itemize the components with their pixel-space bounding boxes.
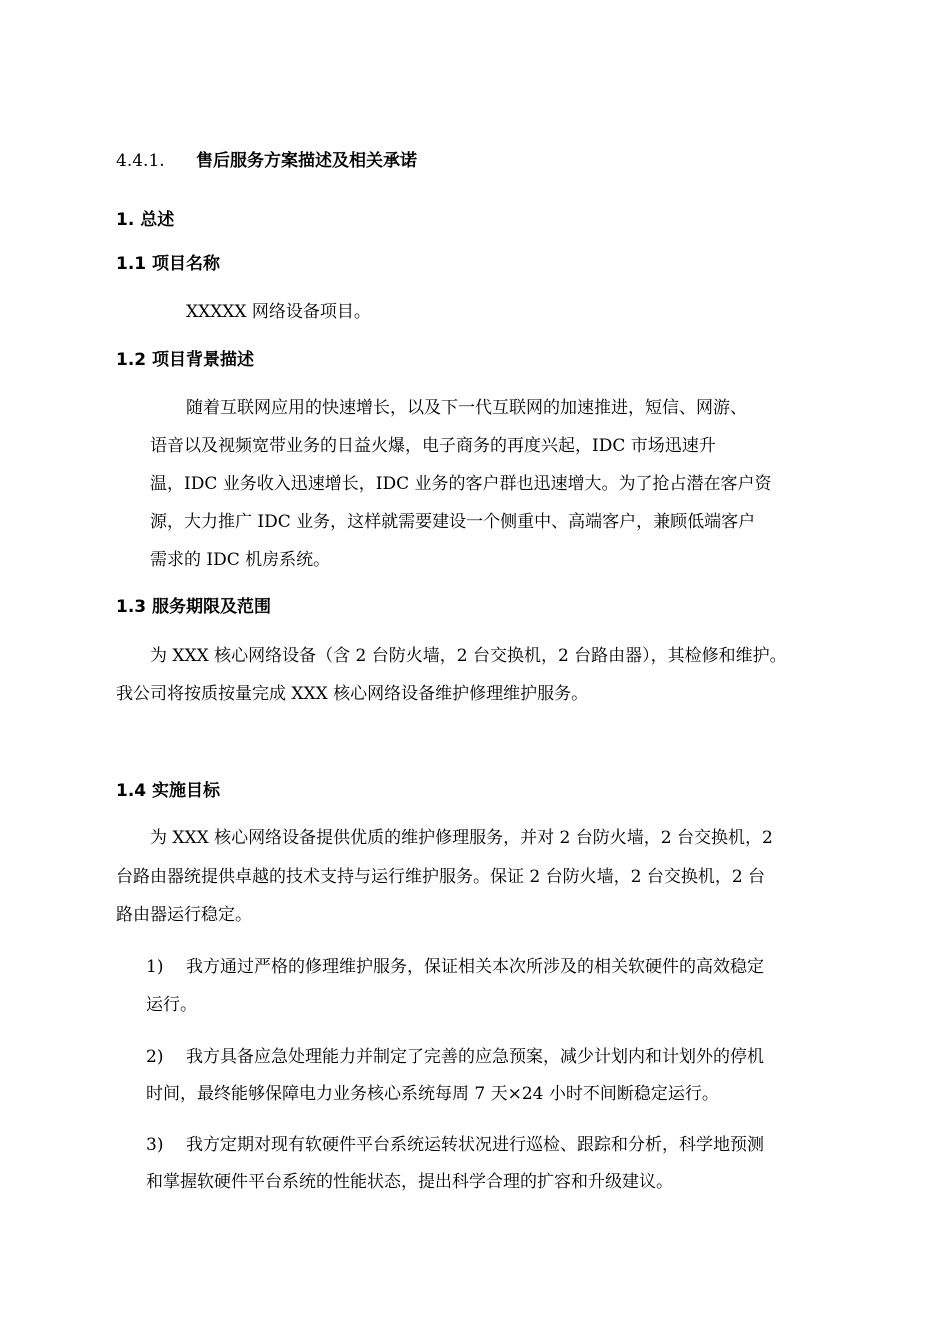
background-line: 需求的 IDC 机房系统。 <box>150 550 331 570</box>
heading-implementation-goals: 1.4 实施目标 <box>116 781 221 801</box>
list-item-number: 2) <box>146 1047 164 1067</box>
goals-line: 路由器运行稳定。 <box>116 905 252 925</box>
list-item-continuation: 和掌握软硬件平台系统的性能状态，提出科学合理的扩容和升级建议。 <box>146 1172 673 1192</box>
background-line: 随着互联网应用的快速增长，以及下一代互联网的加速推进，短信、网游、 <box>186 398 747 418</box>
background-line: 语音以及视频宽带业务的日益火爆，电子商务的再度兴起，IDC 市场迅速升 <box>150 436 716 456</box>
list-item-continuation: 时间，最终能够保障电力业务核心系统每周 7 天×24 小时不间断稳定运行。 <box>146 1084 719 1104</box>
list-item-continuation: 运行。 <box>146 995 197 1015</box>
list-item-number: 3) <box>146 1135 164 1155</box>
background-line: 源，大力推广 IDC 业务，这样就需要建设一个侧重中、高端客户，兼顾低端客户 <box>150 512 756 532</box>
scope-line: 为 XXX 核心网络设备（含 2 台防火墙，2 台交换机，2 台路由器），其检修和维护。 <box>150 646 787 666</box>
goals-line: 为 XXX 核心网络设备提供优质的维护修理服务，并对 2 台防火墙，2 台交换机，2 <box>150 828 773 848</box>
heading-service-scope: 1.3 服务期限及范围 <box>116 597 272 617</box>
scope-line: 我公司将按质按量完成 XXX 核心网络设备维护修理维护服务。 <box>116 684 589 704</box>
heading-overview: 1. 总述 <box>116 210 175 230</box>
goals-line: 台路由器统提供卓越的技术支持与运行维护服务。保证 2 台防火墙，2 台交换机，2 台 <box>116 867 766 887</box>
section-heading <box>116 150 417 172</box>
list-item-number: 1) <box>146 957 164 977</box>
section-title: 售后服务方案描述及相关承诺 <box>196 151 417 171</box>
list-item-text: 我方定期对现有软硬件平台系统运转状况进行巡检、跟踪和分析，科学地预测 <box>186 1135 764 1155</box>
list-item-text: 我方通过严格的修理维护服务，保证相关本次所涉及的相关软硬件的高效稳定 <box>186 957 764 977</box>
list-item-text: 我方具备应急处理能力并制定了完善的应急预案，减少计划内和计划外的停机 <box>186 1047 764 1067</box>
project-name-text: XXXXX 网络设备项目。 <box>186 302 371 322</box>
heading-project-name: 1.1 项目名称 <box>116 254 221 274</box>
section-number: 4.4.1. <box>116 151 165 171</box>
list-item <box>146 956 764 978</box>
heading-project-background: 1.2 项目背景描述 <box>116 350 255 370</box>
background-line: 温，IDC 业务收入迅速增长，IDC 业务的客户群也迅速增大。为了抢占潜在客户资 <box>150 474 772 494</box>
list-item <box>146 1046 764 1068</box>
list-item <box>146 1134 764 1156</box>
